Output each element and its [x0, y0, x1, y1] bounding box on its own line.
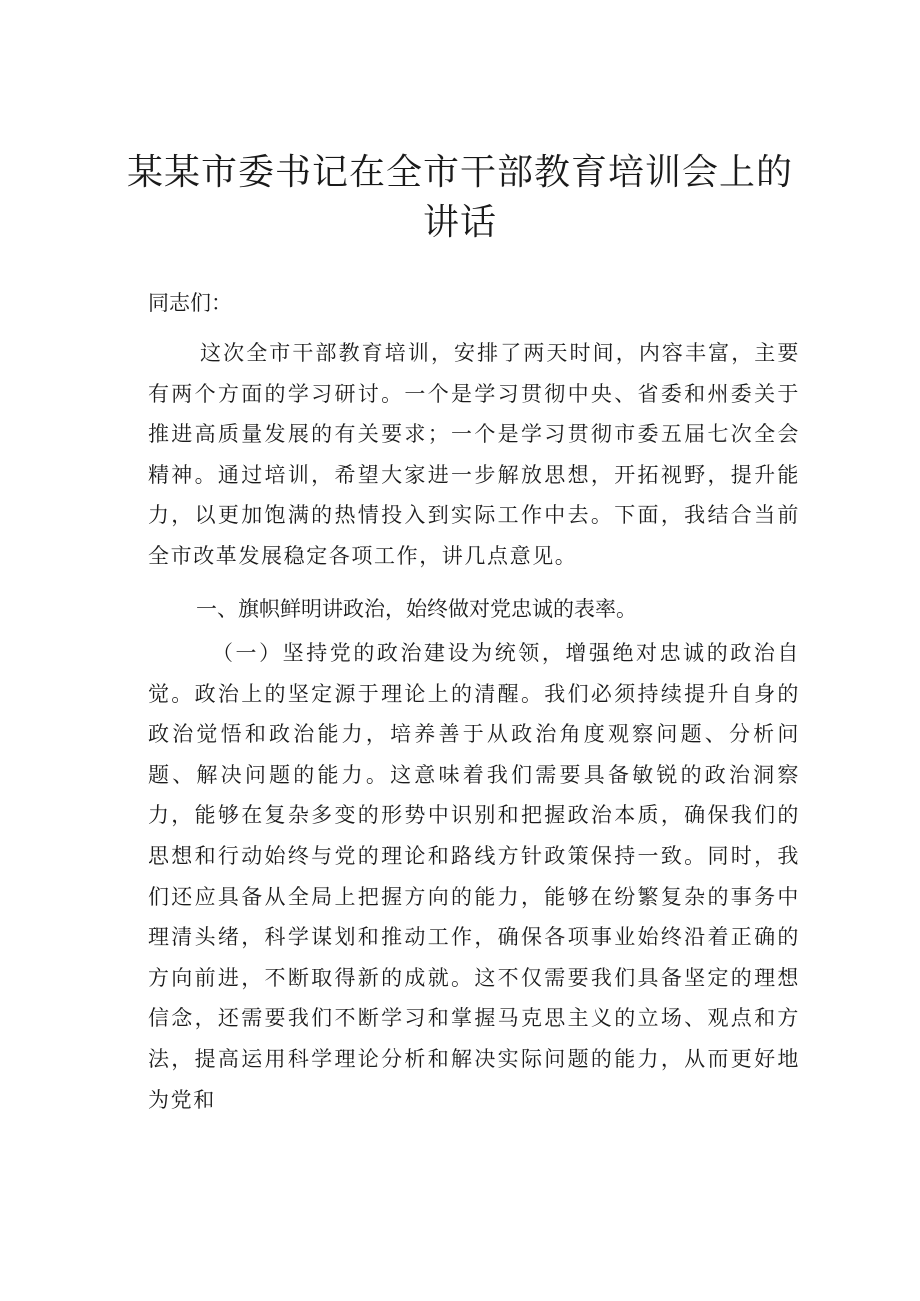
document-title	[0, 148, 920, 248]
title-line-2: 讲话	[422, 202, 497, 243]
body-paragraph: （一）坚持党的政治建设为统领，增强绝对忠诚的政治自觉。政治上的坚定源于理论上的清醒。我们必须持续提升自身的政治觉悟和政治能力，培养善于从政治角度观察问题、分析问题、解决问题的能力。这意味着我们需要具备敏锐的政治洞察力，能够在复杂多变的形势中识别和把握政治本质，确保我们的思想和行动始终与党的理论和路线方针政策保持一致。同时，我们还应具备从全局上把握方向的能力，能够在纷繁复杂的事务中理清头绪，科学谋划和推动工作，确保各项事业始终沿着正确的方向前进，不断取得新的成就。这不仅需要我们具备坚定的理想信念，还需要我们不断学习和掌握马克思主义的立场、观点和方法，提高运用科学理论分析和解决实际问题的能力，从而更好地为党和	[148, 641, 800, 1112]
title-line-1: 某某市委书记在全市干部教育培训会上的	[126, 152, 793, 193]
salutation: 同志们：	[148, 291, 232, 315]
intro-paragraph: 这次全市干部教育培训，安排了两天时间，内容丰富，主要有两个方面的学习研讨。一个是学习贯彻中央、省委和州委关于推进高质量发展的有关要求；一个是学习贯彻市委五届七次全会精神。通过培训，希望大家进一步解放思想，开拓视野，提升能力，以更加饱满的热情投入到实际工作中去。下面，我结合当前全市改革发展稳定各项工作，讲几点意见。	[148, 341, 800, 568]
section-heading: 一、旗帜鲜明讲政治，始终做对党忠诚的表率。	[196, 597, 637, 621]
